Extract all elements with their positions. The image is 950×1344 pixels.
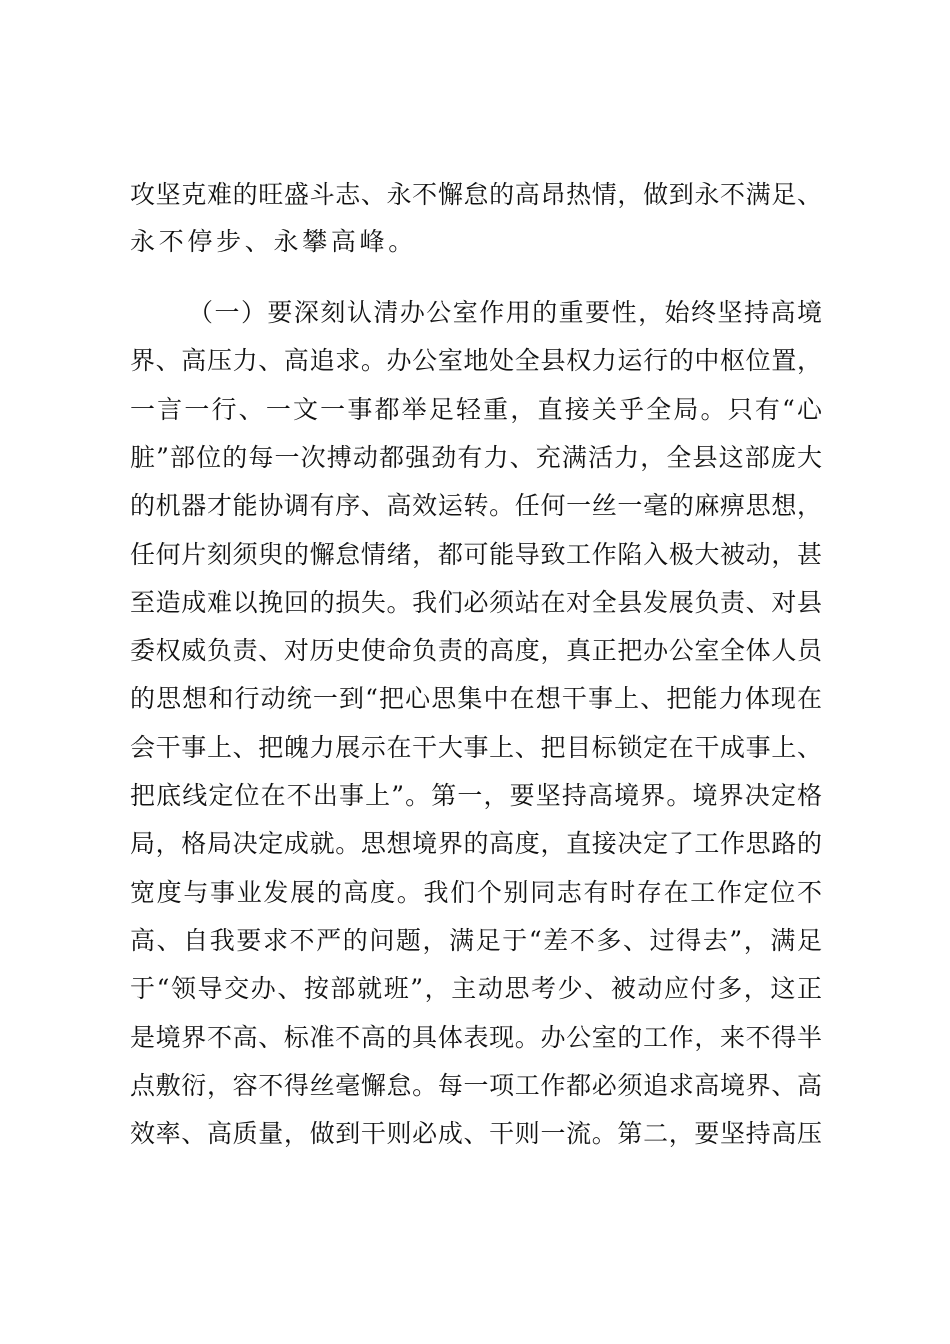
text-line: 的机器才能协调有序、高效运转。任何一丝一毫的麻痹思想， bbox=[130, 491, 822, 521]
text-line: 于“领导交办、按部就班”，主动思考少、被动应付多，这正 bbox=[130, 974, 822, 1004]
text-line: 局，格局决定成就。思想境界的高度，直接决定了工作思路的 bbox=[130, 829, 822, 859]
text-line: 一言一行、一文一事都举足轻重，直接关乎全局。只有“心 bbox=[130, 394, 822, 424]
text-line: 的思想和行动统一到“把心思集中在想干事上、把能力体现在 bbox=[130, 684, 822, 714]
text-line: 效率、高质量，做到干则必成、干则一流。第二，要坚持高压 bbox=[130, 1119, 822, 1149]
text-line: 会干事上、把魄力展示在干大事上、把目标锁定在干成事上、 bbox=[130, 732, 822, 762]
text-line: （一）要深刻认清办公室作用的重要性，始终坚持高境 bbox=[188, 298, 822, 327]
text-line: 攻坚克难的旺盛斗志、永不懈怠的高昂热情，做到永不满足、 bbox=[130, 180, 822, 209]
text-line: 脏”部位的每一次搏动都强劲有力、充满活力，全县这部庞大 bbox=[130, 442, 822, 472]
text-line: 永不停步、永攀高峰。 bbox=[130, 227, 418, 256]
text-line: 高、自我要求不严的问题，满足于“差不多、过得去”，满足 bbox=[130, 925, 822, 955]
text-line: 任何片刻须臾的懈怠情绪，都可能导致工作陷入极大被动，甚 bbox=[130, 539, 822, 569]
text-line: 宽度与事业发展的高度。我们个别同志有时存在工作定位不 bbox=[130, 877, 822, 907]
text-line: 委权威负责、对历史使命负责的高度，真正把办公室全体人员 bbox=[130, 636, 822, 666]
text-line: 是境界不高、标准不高的具体表现。办公室的工作，来不得半 bbox=[130, 1022, 822, 1052]
text-line: 至造成难以挽回的损失。我们必须站在对全县发展负责、对县 bbox=[130, 587, 822, 617]
text-line: 把底线定位在不出事上”。第一，要坚持高境界。境界决定格 bbox=[130, 781, 822, 810]
text-line: 点敷衍，容不得丝毫懈怠。每一项工作都必须追求高境界、高 bbox=[130, 1070, 822, 1100]
text-line: 界、高压力、高追求。办公室地处全县权力运行的中枢位置， bbox=[130, 346, 822, 376]
